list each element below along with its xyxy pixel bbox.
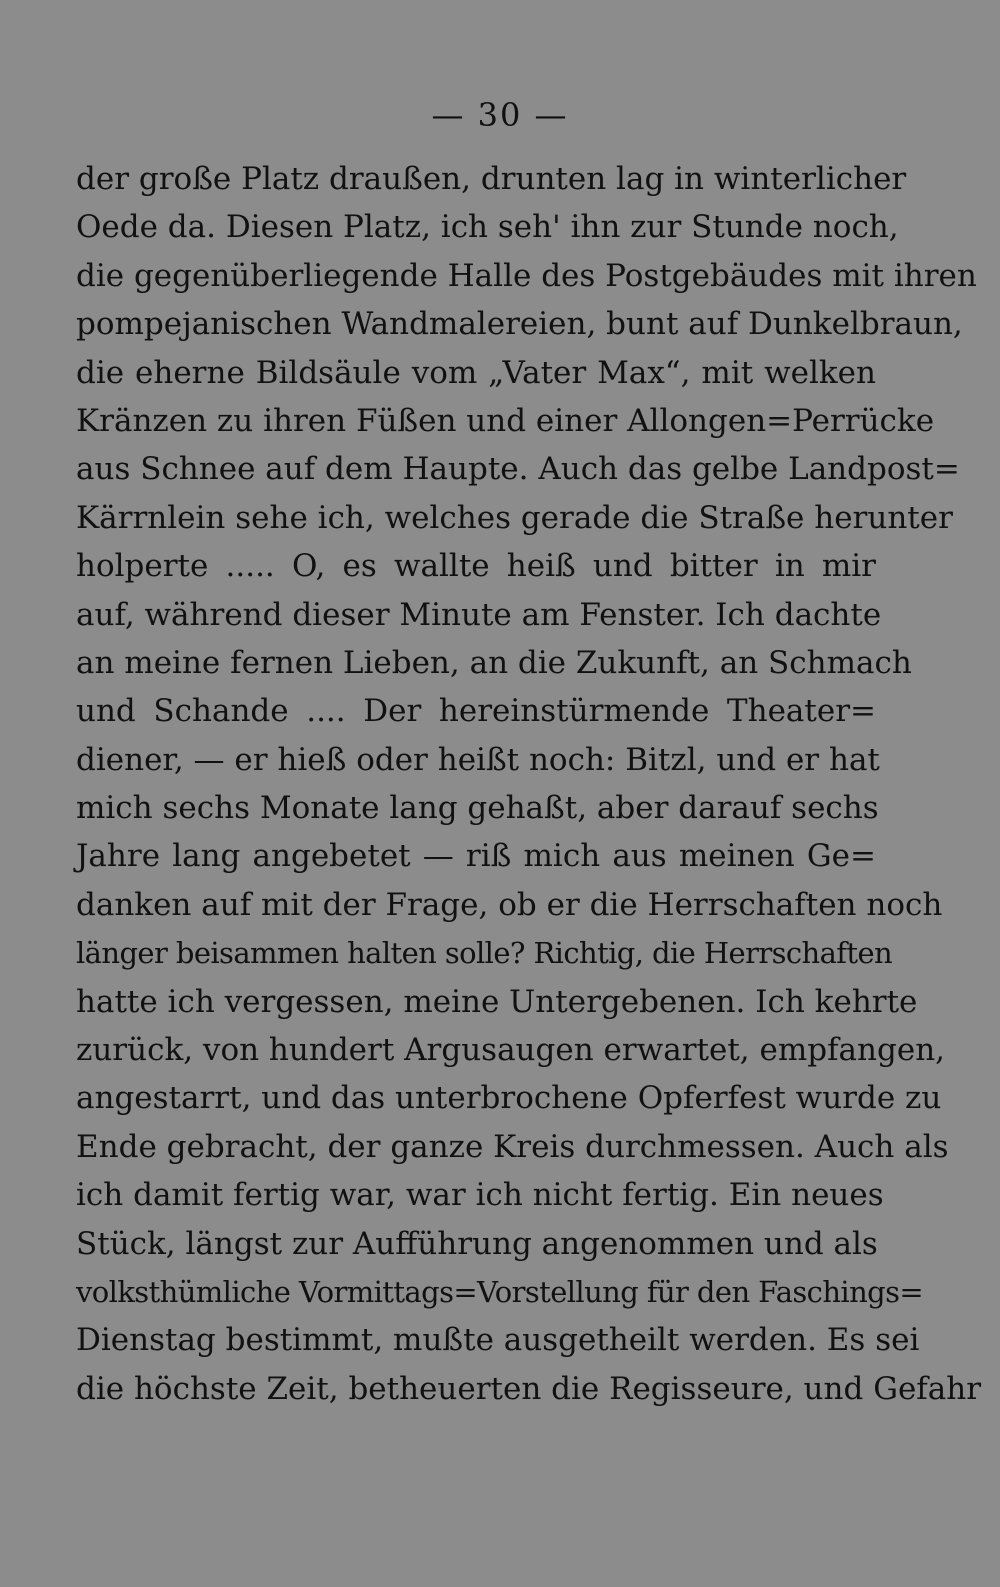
text-line: ich damit fertig war, war ich nicht fertig. Ein neues bbox=[76, 1177, 884, 1214]
text-line: Dienstag bestimmt, mußte ausgetheilt werden. Es sei bbox=[76, 1322, 920, 1359]
text-line: die eherne Bildsäule vom „Vater Max“, mit welken bbox=[76, 354, 876, 391]
text-line: Stück, längst zur Aufführung angenommen und als bbox=[76, 1225, 878, 1262]
page-number: — 30 — bbox=[431, 96, 569, 134]
text-line: Kärrnlein sehe ich, welches gerade die Straße herunter bbox=[76, 499, 953, 536]
text-line: diener, — er hieß oder heißt noch: Bitzl, und er hat bbox=[76, 741, 880, 778]
text-line: mich sechs Monate lang gehaßt, aber darauf sechs bbox=[76, 790, 879, 827]
text-line: die höchste Zeit, betheuerten die Regisseure, und Gefahr bbox=[76, 1370, 982, 1407]
text-line: Jahre lang angebetet — riß mich aus meinen Ge= bbox=[76, 838, 876, 875]
text-line: Oede da. Diesen Platz, ich seh' ihn zur Stunde noch, bbox=[76, 209, 899, 246]
text-line: danken auf mit der Frage, ob er die Herrschaften noch bbox=[76, 886, 943, 923]
text-line: aus Schnee auf dem Haupte. Auch das gelbe Landpost= bbox=[76, 451, 960, 488]
text-line: an meine fernen Lieben, an die Zukunft, an Schmach bbox=[76, 644, 912, 681]
text-line: auf, während dieser Minute am Fenster. Ich dachte bbox=[76, 596, 882, 633]
text-line: holperte ..... O, es wallte heiß und bitter in mir bbox=[76, 548, 876, 585]
text-line: Ende gebracht, der ganze Kreis durchmessen. Auch als bbox=[76, 1128, 949, 1165]
text-line: hatte ich vergessen, meine Untergebenen. Ich kehrte bbox=[76, 983, 918, 1020]
text-line: angestarrt, und das unterbrochene Opferfest wurde zu bbox=[76, 1080, 942, 1117]
text-line: und Schande .... Der hereinstürmende Theater= bbox=[76, 693, 876, 730]
text-line: volksthümliche Vormittags=Vorstellung für den Faschings= bbox=[76, 1274, 924, 1309]
text-line: pompejanischen Wandmalereien, bunt auf Dunkelbraun, bbox=[76, 306, 963, 343]
text-line: die gegenüberliegende Halle des Postgebäudes mit ihren bbox=[76, 257, 977, 294]
body-text bbox=[76, 155, 982, 1413]
text-line: zurück, von hundert Argusaugen erwartet, empfangen, bbox=[76, 1032, 946, 1069]
text-line: Kränzen zu ihren Füßen und einer Allongen=Perrücke bbox=[76, 402, 935, 439]
text-line: der große Platz draußen, drunten lag in winterlicher bbox=[76, 161, 907, 197]
text-line: länger beisammen halten solle? Richtig, die Herrschaften bbox=[76, 936, 893, 971]
